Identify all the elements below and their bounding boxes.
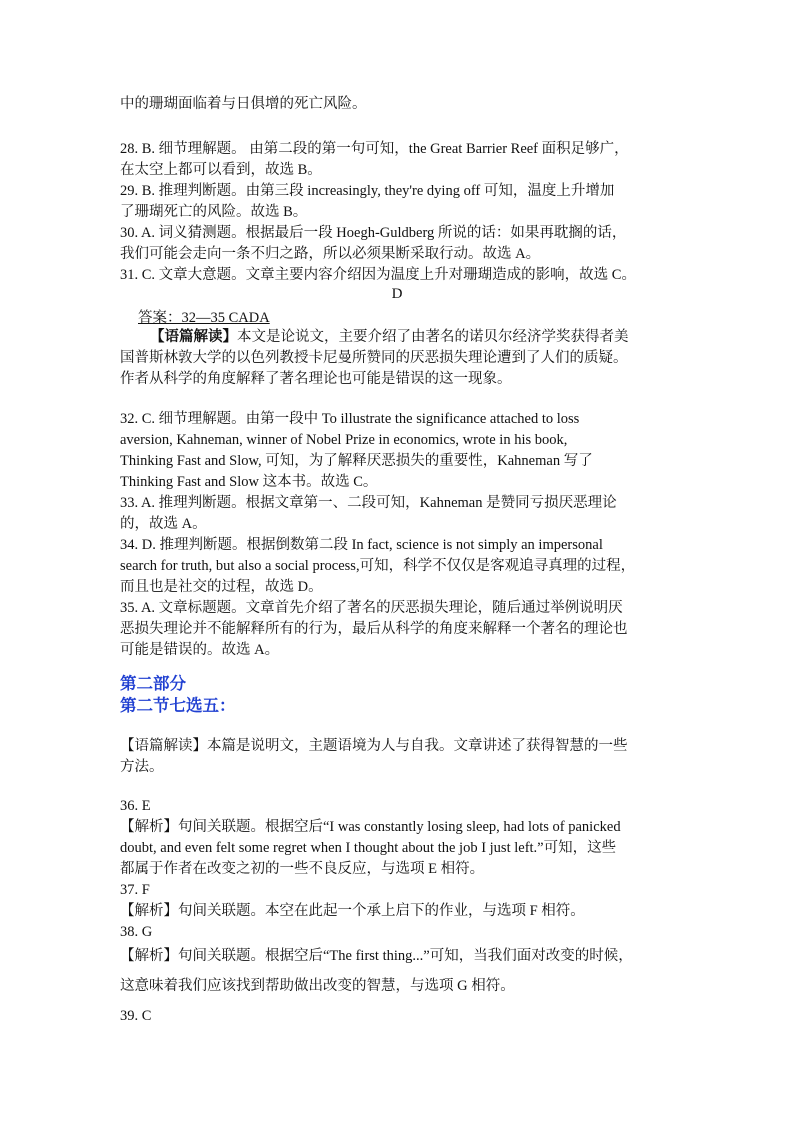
text-line: 28. B. 细节理解题。 由第二段的第一句可知，the Great Barrier Reef 面积足够广， <box>120 141 629 157</box>
text-line: 可能是错误的。故选 A。 <box>120 642 280 658</box>
section-d-heading: D <box>391 286 403 302</box>
text-line: Thinking Fast and Slow, 可知，为了解释厌恶损失的重要性，Kahneman 写了 <box>120 453 593 469</box>
text-line: 这意味着我们应该找到帮助做出改变的智慧，与选项 G 相符。 <box>120 978 515 994</box>
text-line: 【解析】句间关联题。本空在此起一个承上启下的作业，与选项 F 相符。 <box>120 903 585 919</box>
text-line: 方法。 <box>120 759 164 775</box>
text-line: 【解析】句间关联题。根据空后“I was constantly losing sleep, had lots of panicked <box>120 819 621 835</box>
text-line: 而且也是社交的过程，故选 D。 <box>120 579 323 595</box>
text-line: 作者从科学的角度解释了著名理论也可能是错误的这一现象。 <box>120 371 512 387</box>
section-title: 第二节七选五： <box>120 696 236 715</box>
text-line: aversion, Kahneman, winner of Nobel Prize in economics, wrote in his book, <box>120 432 568 448</box>
text-line: 31. C. 文章大意题。文章主要内容介绍因为温度上升对珊瑚造成的影响，故选 C。 <box>120 267 636 283</box>
passage-seven-summary <box>120 736 676 778</box>
text-line: 34. D. 推理判断题。根据倒数第二段 In fact, science is not simply an impersonal <box>120 537 603 553</box>
text-line: 国普斯林敦大学的以色列教授卡尼曼所赞同的厌恶损失理论遭到了人们的质疑。 <box>120 350 628 366</box>
text-line: 在太空上都可以看到，故选 B。 <box>120 162 322 178</box>
answers-36-39 <box>120 796 676 1027</box>
text-line: 35. A. 文章标题题。文章首先介绍了著名的厌恶损失理论，随后通过举例说明厌 <box>120 600 623 616</box>
text-line: 【语篇解读】本篇是说明文，主题语境为人与自我。文章讲述了获得智慧的一些 <box>120 738 628 754</box>
text-line: 32. C. 细节理解题。由第一段中 To illustrate the significance attached to loss <box>120 411 580 427</box>
text-line: 30. A. 词义猜测题。根据最后一段 Hoegh-Guldberg 所说的话：如果再耽搁的话， <box>120 225 627 241</box>
text-line: search for truth, but also a social process,可知，科学不仅仅是客观追寻真理的过程， <box>120 558 636 574</box>
text-line: Thinking Fast and Slow 这本书。故选 C。 <box>120 474 378 490</box>
text-line: 了珊瑚死亡的风险。故选 B。 <box>120 204 308 220</box>
text-line: 恶损失理论并不能解释所有的行为，最后从科学的角度来解释一个著名的理论也 <box>120 621 628 637</box>
part-title: 第二部分 <box>120 674 186 693</box>
passage-d-summary <box>120 327 676 390</box>
text-line: 29. B. 推理判断题。由第三段 increasingly, they're dying off 可知，温度上升增加 <box>120 183 615 199</box>
text-line: 我们可能会走向一条不归之路，所以必须果断采取行动。故选 A。 <box>120 246 541 262</box>
part-two-heading <box>120 673 676 717</box>
text-line: doubt, and even felt some regret when I thought about the job I just left.”可知，这些 <box>120 840 617 856</box>
passage-label: 【语篇解读】 <box>150 329 237 345</box>
text-line: 的，故选 A。 <box>120 516 207 532</box>
text-line: 【解析】句间关联题。根据空后“The first thing...”可知，当我们面对改变的时候， <box>120 948 633 964</box>
answers-32-35 <box>120 409 676 661</box>
answer-key-d: 答案：32—35 CADA <box>138 310 270 326</box>
text-line: 37. F <box>120 882 150 898</box>
text-line: 36. E <box>120 798 151 814</box>
answers-28-31 <box>120 139 676 286</box>
text-line: 中的珊瑚面临着与日俱增的死亡风险。 <box>120 96 367 112</box>
text-line: 39. C <box>120 1008 152 1024</box>
text-line: 38. G <box>120 924 153 940</box>
text-line: 33. A. 推理判断题。根据文章第一、二段可知，Kahneman 是赞同亏损厌恶理论 <box>120 495 617 511</box>
text-line: 【语篇解读】本文是论说文，主要介绍了由著名的诺贝尔经济学奖获得者美 <box>150 329 629 345</box>
text-line: 都属于作者在改变之初的一些不良反应，与选项 E 相符。 <box>120 861 485 877</box>
top-paragraph <box>120 94 676 115</box>
